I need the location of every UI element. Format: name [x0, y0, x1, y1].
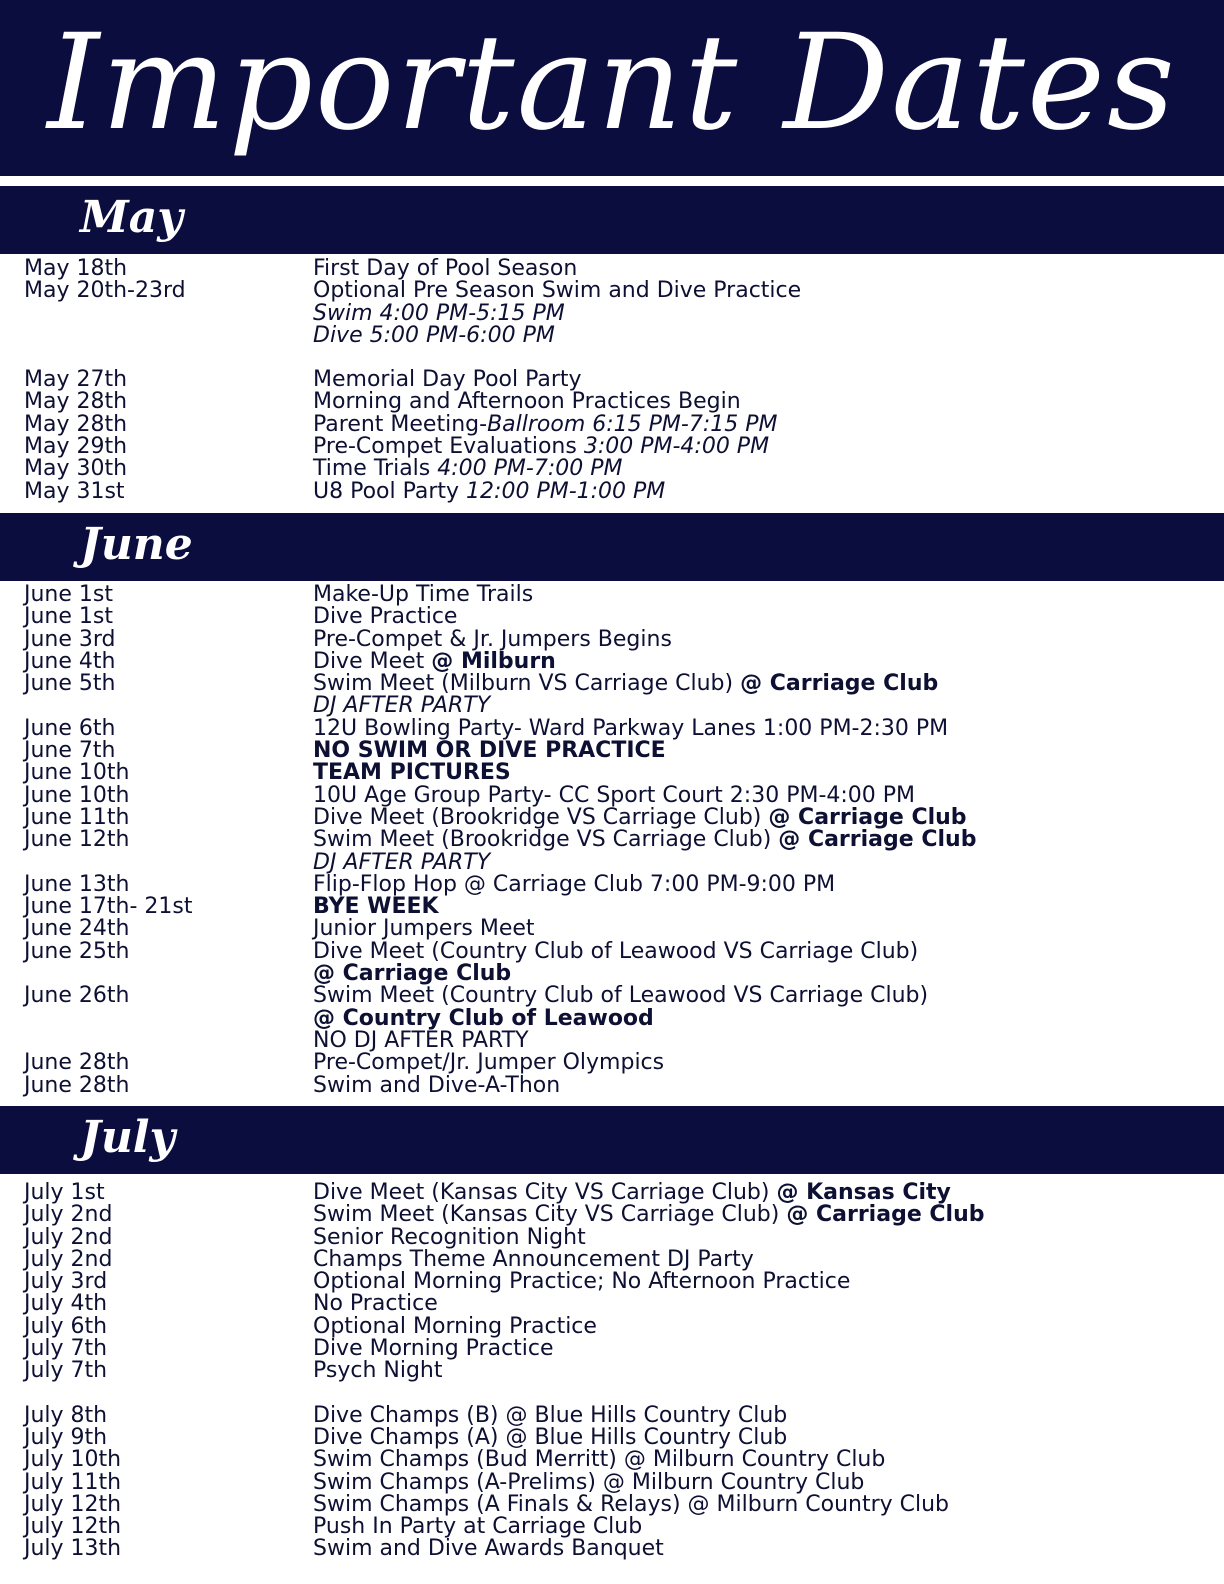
- event-date: June 26th: [24, 983, 130, 1009]
- event-date: May 18th: [24, 256, 128, 281]
- list-item: [0, 762, 1224, 784]
- event-description: [313, 762, 1224, 784]
- event-date: June 1st: [24, 582, 113, 607]
- list-item: [0, 1538, 1224, 1560]
- list-item: [0, 1182, 1224, 1204]
- event-text: Flip-Flop Hop @ Carriage Club 7:00 PM-9:00 PM: [313, 871, 836, 897]
- event-text: Psych Night: [313, 1358, 443, 1384]
- event-date: July 1st: [24, 1180, 105, 1205]
- event-text: 10U Age Group Party- CC Sport Court 2:30 PM-4:00 PM: [313, 782, 916, 808]
- event-text: Optional Pre Season Swim and Dive Practice: [313, 278, 802, 304]
- event-date: June 4th: [24, 648, 116, 674]
- month-label: May: [80, 192, 183, 243]
- event-description: [313, 436, 1224, 458]
- list-item: [0, 1449, 1224, 1471]
- event-date: July 6th: [24, 1313, 108, 1339]
- event-text: Dive Meet (Country Club of Leawood VS Carriage Club): [313, 938, 919, 964]
- month-label: June: [80, 519, 193, 570]
- event-description: [313, 1005, 1224, 1031]
- event-text: Junior Jumpers Meet: [313, 916, 535, 942]
- list-item: [0, 391, 1224, 413]
- event-description: [313, 695, 1224, 717]
- event-text: Dive Meet: [313, 648, 432, 674]
- event-description: [313, 1052, 1224, 1074]
- list-item: [0, 1224, 1224, 1250]
- event-text: Swim Meet (Brookridge VS Carriage Club): [313, 827, 779, 853]
- month-label: July: [80, 1112, 176, 1163]
- event-text: Make-Up Time Trails: [313, 582, 534, 607]
- event-text: @ Country Club of Leawood: [313, 1005, 654, 1031]
- list-item: [0, 1402, 1224, 1428]
- event-text: 12:00 PM-1:00 PM: [466, 478, 666, 504]
- event-description: [313, 849, 1224, 875]
- list-item: [0, 1052, 1224, 1074]
- event-description: [313, 1072, 1224, 1098]
- event-text: Dive 5:00 PM-6:00 PM: [313, 322, 555, 348]
- month-band-june: [0, 513, 1224, 581]
- month-band-july: [0, 1106, 1224, 1174]
- event-description: [313, 985, 1224, 1007]
- event-date: May 31st: [24, 478, 125, 504]
- list-item: [0, 896, 1224, 918]
- events-may: [0, 258, 1224, 503]
- events-july: [0, 1182, 1224, 1561]
- list-item: [0, 985, 1224, 1007]
- list-item: [0, 918, 1224, 940]
- event-date: June 6th: [24, 715, 116, 741]
- event-text: Parent Meeting-: [313, 411, 488, 437]
- list-item: [0, 871, 1224, 897]
- event-date: July 3rd: [24, 1269, 108, 1295]
- event-description: [313, 1516, 1224, 1538]
- list-item: [0, 804, 1224, 830]
- event-description: [313, 258, 1224, 280]
- event-date: July 7th: [24, 1358, 108, 1384]
- event-text: @ Carriage Club: [778, 827, 977, 853]
- event-description: [313, 1293, 1224, 1315]
- event-date: June 10th: [24, 782, 130, 808]
- event-description: [313, 1360, 1224, 1382]
- list-item: [0, 1424, 1224, 1450]
- event-description: [313, 391, 1224, 413]
- event-date: [0, 325, 313, 347]
- event-date: June 13th: [24, 871, 130, 897]
- event-description: [313, 896, 1224, 918]
- event-date: July 13th: [24, 1536, 122, 1562]
- event-text: Dive Champs (B) @ Blue Hills Country Club: [313, 1402, 788, 1428]
- event-date: July 9th: [24, 1424, 108, 1450]
- event-description: [313, 411, 1224, 437]
- event-text: Senior Recognition Night: [313, 1224, 586, 1250]
- event-description: [313, 1027, 1224, 1053]
- event-description: [313, 606, 1224, 628]
- list-item: [0, 1293, 1224, 1315]
- list-item: [0, 1005, 1224, 1031]
- list-item: [0, 1338, 1224, 1360]
- event-date: May 29th: [24, 434, 128, 460]
- event-date: July 12th: [24, 1514, 122, 1540]
- list-item: [0, 478, 1224, 504]
- event-date: July 10th: [24, 1447, 122, 1473]
- event-description: [313, 871, 1224, 897]
- event-date: May 27th: [24, 367, 128, 393]
- list-item: [0, 1491, 1224, 1517]
- list-item: [0, 1072, 1224, 1098]
- event-date: June 5th: [24, 671, 116, 697]
- event-description: [313, 458, 1224, 480]
- event-date: [0, 303, 313, 325]
- list-item: [0, 673, 1224, 695]
- event-date: [0, 852, 313, 874]
- list-item: [0, 584, 1224, 606]
- list-item: [0, 849, 1224, 875]
- list-item: [0, 1516, 1224, 1538]
- event-text: Swim Meet (Country Club of Leawood VS Carriage Club): [313, 983, 929, 1009]
- event-text: Swim 4:00 PM-5:15 PM: [313, 300, 565, 326]
- list-item: [0, 1246, 1224, 1272]
- list-item: [0, 648, 1224, 674]
- event-text: @ Kansas City: [776, 1180, 951, 1205]
- event-text: Swim and Dive Awards Banquet: [313, 1536, 664, 1562]
- event-description: [313, 626, 1224, 652]
- event-text: BYE WEEK: [313, 894, 439, 920]
- list-item: [0, 695, 1224, 717]
- event-text: U8 Pool Party: [313, 478, 467, 504]
- event-date: July 2nd: [24, 1246, 113, 1272]
- event-date: June 12th: [24, 827, 130, 853]
- list-item: [0, 322, 1224, 348]
- event-text: TEAM PICTURES: [313, 760, 511, 786]
- event-text: @ Carriage Club: [786, 1202, 985, 1228]
- event-date: May 20th-23rd: [24, 278, 186, 304]
- event-text: Time Trials: [313, 456, 438, 482]
- event-text: Champs Theme Announcement DJ Party: [313, 1246, 754, 1272]
- event-date: July 7th: [24, 1336, 108, 1362]
- event-text: Optional Morning Practice: [313, 1313, 597, 1339]
- event-description: [313, 478, 1224, 504]
- month-band-may: [0, 186, 1224, 254]
- event-date: [0, 963, 313, 985]
- event-description: [313, 938, 1224, 964]
- event-date: June 3rd: [24, 626, 116, 652]
- event-text: Dive Champs (A) @ Blue Hills Country Club: [313, 1424, 788, 1450]
- event-date: June 17th- 21st: [24, 894, 193, 920]
- event-text: Dive Meet (Brookridge VS Carriage Club): [313, 804, 769, 830]
- event-text: Dive Morning Practice: [313, 1336, 554, 1362]
- event-date: May 30th: [24, 456, 128, 482]
- event-description: [313, 1246, 1224, 1272]
- event-text: Pre-Compet & Jr. Jumpers Begins: [313, 626, 672, 652]
- list-item: [0, 715, 1224, 741]
- event-date: [0, 1008, 313, 1030]
- event-description: [313, 1424, 1224, 1450]
- list-item: [0, 1360, 1224, 1382]
- list-item: [0, 1204, 1224, 1226]
- event-description: [313, 1449, 1224, 1471]
- event-text: Dive Meet (Kansas City VS Carriage Club): [313, 1180, 777, 1205]
- event-text: @ Carriage Club: [768, 804, 967, 830]
- list-item: [0, 829, 1224, 851]
- event-text: @ Carriage Club: [313, 961, 512, 987]
- event-date: June 10th: [24, 760, 130, 786]
- event-date: May 28th: [24, 389, 128, 415]
- list-item: [0, 280, 1224, 302]
- events-june: [0, 584, 1224, 1097]
- event-description: [313, 673, 1224, 695]
- event-date: June 7th: [24, 738, 116, 764]
- event-description: [313, 1491, 1224, 1517]
- event-text: Morning and Afternoon Practices Begin: [313, 389, 741, 415]
- event-text: Memorial Day Pool Party: [313, 367, 582, 393]
- event-date: July 2nd: [24, 1202, 113, 1228]
- event-description: [313, 584, 1224, 606]
- event-text: Swim Champs (Bud Merritt) @ Milburn Country Club: [313, 1447, 886, 1473]
- event-text: Dive Practice: [313, 604, 458, 630]
- event-description: [313, 322, 1224, 348]
- list-item: [0, 606, 1224, 628]
- list-item: [0, 740, 1224, 762]
- event-date: [0, 1030, 313, 1052]
- event-description: [313, 782, 1224, 808]
- event-description: [313, 1338, 1224, 1360]
- list-item: [0, 258, 1224, 280]
- list-item: [0, 938, 1224, 964]
- event-text: Swim Champs (A-Prelims) @ Milburn Country Club: [313, 1469, 865, 1495]
- event-date: July 2nd: [24, 1224, 113, 1250]
- event-description: [313, 715, 1224, 741]
- event-date: June 1st: [24, 604, 113, 630]
- event-date: May 28th: [24, 411, 128, 437]
- list-item: [0, 1027, 1224, 1053]
- list-item: [0, 300, 1224, 326]
- event-text: Swim Meet (Milburn VS Carriage Club): [313, 671, 741, 697]
- list-item: [0, 963, 1224, 985]
- event-text: Pre-Compet Evaluations: [313, 434, 584, 460]
- event-description: [313, 1469, 1224, 1495]
- event-text: No Practice: [313, 1291, 438, 1317]
- event-text: @ Milburn: [431, 648, 556, 674]
- event-description: [313, 1204, 1224, 1226]
- event-date: June 11th: [24, 804, 130, 830]
- event-text: NO SWIM OR DIVE PRACTICE: [313, 738, 666, 764]
- event-date: July 11th: [24, 1469, 122, 1495]
- event-date: June 28th: [24, 1072, 130, 1098]
- event-description: [313, 300, 1224, 326]
- event-text: Ballroom 6:15 PM-7:15 PM: [487, 411, 778, 437]
- event-text: Swim Champs (A Finals & Relays) @ Milburn Country Club: [313, 1491, 950, 1517]
- event-date: July 12th: [24, 1491, 122, 1517]
- event-description: [313, 1313, 1224, 1339]
- event-description: [313, 963, 1224, 985]
- event-text: DJ AFTER PARTY: [313, 693, 491, 719]
- event-date: July 4th: [24, 1291, 108, 1317]
- list-item: [0, 411, 1224, 437]
- event-date: June 28th: [24, 1050, 130, 1076]
- event-text: Swim and Dive-A-Thon: [313, 1072, 561, 1098]
- event-text: Optional Morning Practice; No Afternoon Practice: [313, 1269, 851, 1295]
- event-description: [313, 740, 1224, 762]
- page-header: [0, 0, 1224, 176]
- list-item: [0, 369, 1224, 391]
- event-description: [313, 369, 1224, 391]
- event-text: 4:00 PM-7:00 PM: [437, 456, 623, 482]
- event-description: [313, 804, 1224, 830]
- event-description: [313, 1538, 1224, 1560]
- event-description: [313, 1182, 1224, 1204]
- event-description: [313, 1271, 1224, 1293]
- event-text: 3:00 PM-4:00 PM: [583, 434, 770, 460]
- event-description: [313, 829, 1224, 851]
- list-item: [0, 458, 1224, 480]
- event-text: Pre-Compet/Jr. Jumper Olympics: [313, 1050, 665, 1076]
- event-date: July 8th: [24, 1402, 108, 1428]
- event-text: Swim Meet (Kansas City VS Carriage Club): [313, 1202, 787, 1228]
- event-text: 12U Bowling Party- Ward Parkway Lanes 1:00 PM-2:30 PM: [313, 715, 949, 741]
- event-text: NO DJ AFTER PARTY: [313, 1027, 529, 1053]
- list-item: [0, 1271, 1224, 1293]
- list-item: [0, 782, 1224, 808]
- event-description: [313, 1224, 1224, 1250]
- list-item: [0, 1469, 1224, 1495]
- event-text: Push In Party at Carriage Club: [313, 1514, 643, 1540]
- event-date: June 25th: [24, 938, 130, 964]
- list-item: [0, 436, 1224, 458]
- event-text: @ Carriage Club: [740, 671, 939, 697]
- list-item: [0, 626, 1224, 652]
- event-text: First Day of Pool Season: [313, 256, 578, 281]
- event-description: [313, 280, 1224, 302]
- event-date: [0, 695, 313, 717]
- event-text: DJ AFTER PARTY: [313, 849, 491, 875]
- event-description: [313, 648, 1224, 674]
- page-title: Important Dates: [47, 6, 1177, 160]
- event-description: [313, 918, 1224, 940]
- event-description: [313, 1402, 1224, 1428]
- list-item: [0, 1313, 1224, 1339]
- event-date: June 24th: [24, 916, 130, 942]
